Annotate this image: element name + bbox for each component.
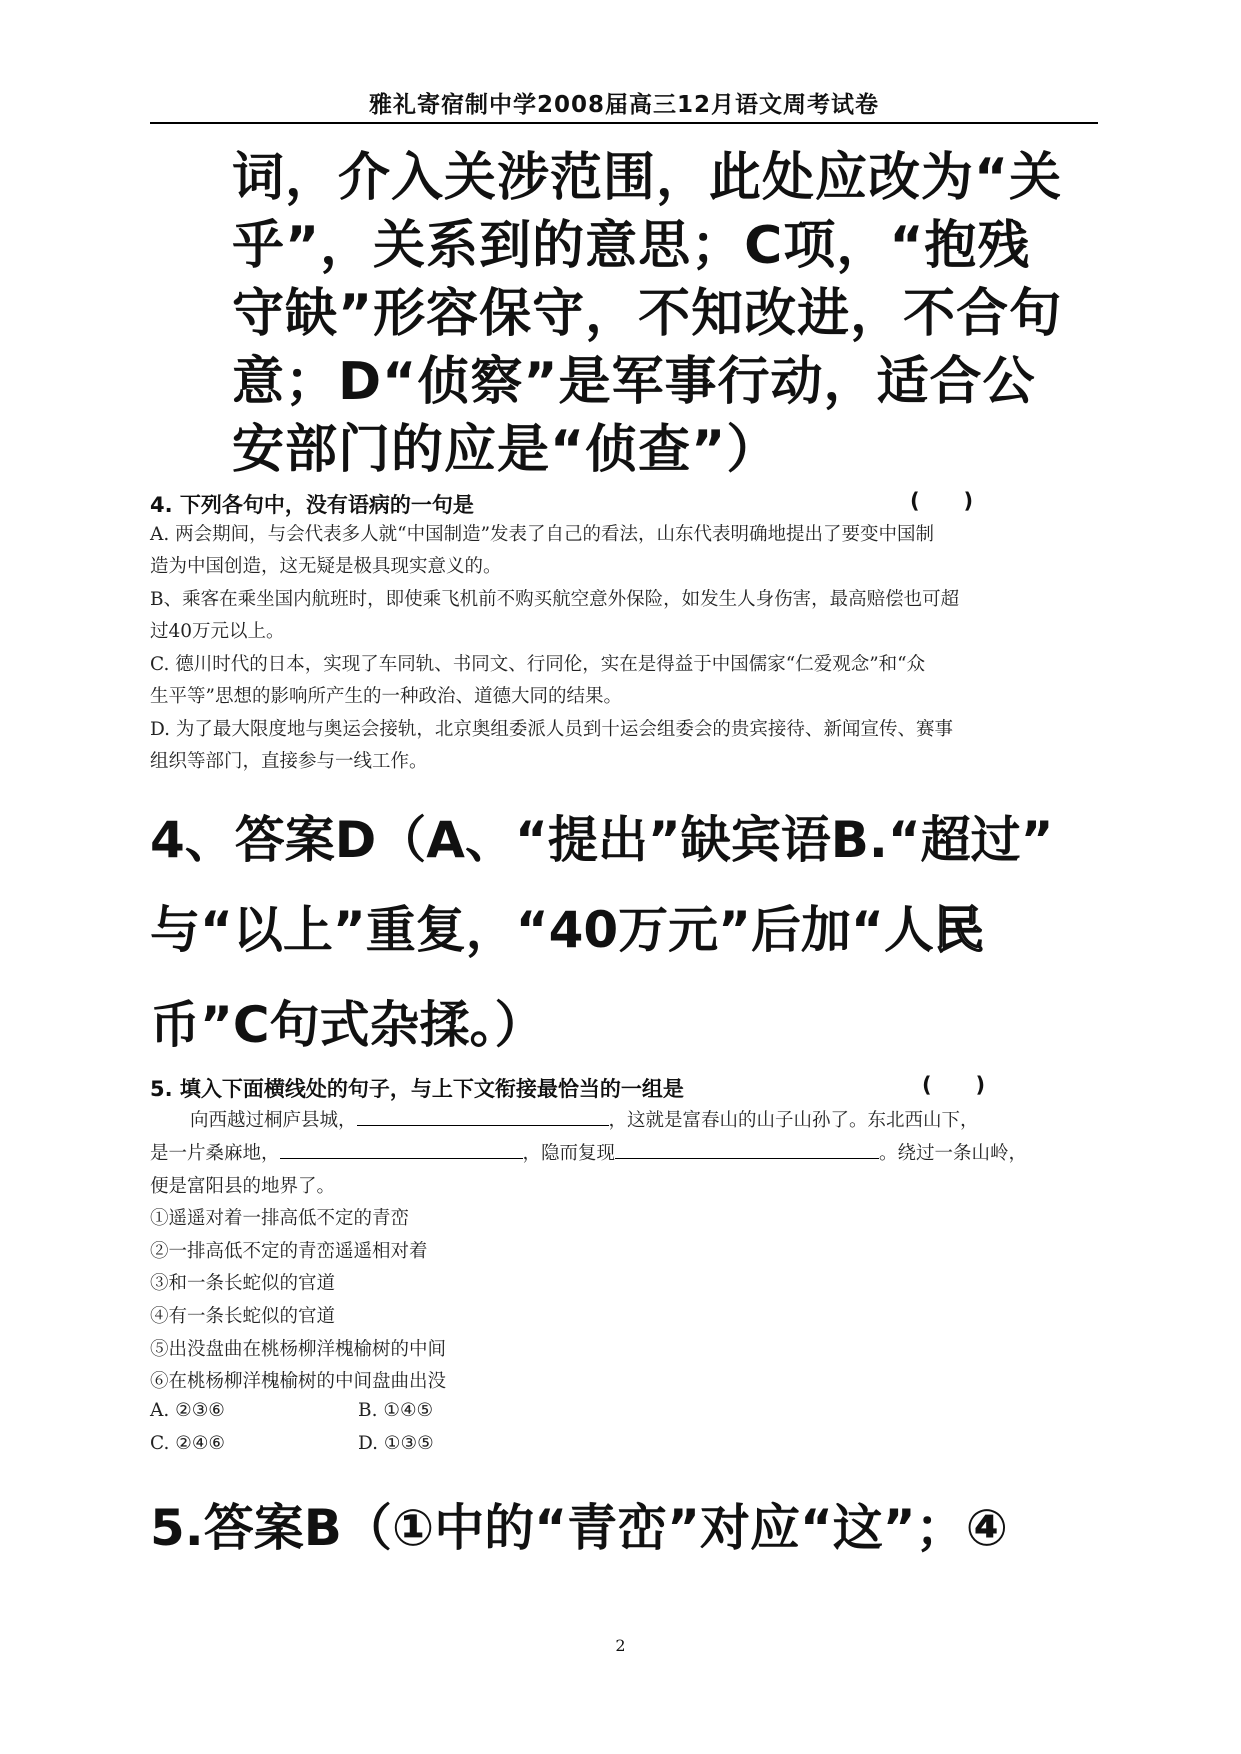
question4-option-a-line2: 造为中国创造，这无疑是极具现实意义的。 (150, 556, 502, 577)
passage-text-2a: 是一片桑麻地， (150, 1143, 280, 1164)
blank-3[interactable] (615, 1140, 879, 1159)
question5-title: 5. 填入下面横线处的句子，与上下文衔接最恰当的一组是 (150, 1077, 684, 1101)
answer4-line-2 (150, 890, 984, 962)
passage-text-1a: 向西越过桐庐县城， (190, 1110, 357, 1131)
question5-choice-d: D. ①③⑤ (358, 1433, 434, 1454)
answer3-line-3: 守缺”形容保守，不知改进，不合句 (232, 284, 1063, 344)
answer5-line-1: 5.答案B（①中的“青峦”对应“这”；④ (150, 1499, 1009, 1557)
question5-choice-c: C. ②④⑥ (150, 1433, 226, 1454)
question5-choice-b: B. ①④⑤ (358, 1400, 434, 1421)
question5-item-2: ②一排高低不定的青峦遥遥相对着 (150, 1241, 428, 1262)
answer4-line-1: 4、答案D（A、“提出”缺宾语B.“超过” (150, 811, 1054, 869)
answer4-line-2-text: 与“以上”重复，“40万元”后加“人 (150, 901, 934, 959)
page-header-title: 雅礼寄宿制中学2008届高三12月语文周考试卷 (368, 92, 880, 118)
question4-option-d-line1: D. 为了最大限度地与奥运会接轨，北京奥组委派人员到十运会组委会的贵宾接待、新闻宣传、赛事 (150, 719, 953, 740)
answer4-hollow-char: 民 (933, 901, 984, 959)
passage-text-2b: ，隐而复现 (522, 1143, 616, 1164)
question5-passage-line2 (150, 1139, 1027, 1165)
header-rule (150, 122, 1098, 124)
answer3-line-2: 乎”，关系到的意思；C项，“抱残 (232, 216, 1031, 276)
question4-option-a-line1: A. 两会期间，与会代表多人就“中国制造”发表了自己的看法，山东代表明确地提出了要变中国制 (150, 524, 935, 545)
answer4-line-3: 币”C句式杂揉。） (150, 996, 545, 1054)
blank-1[interactable] (357, 1107, 609, 1126)
question4-option-c-line2: 生平等”思想的影响所产生的一种政治、道德大同的结果。 (150, 686, 622, 707)
question4-answer-paren: ( ) (910, 489, 974, 513)
question5-item-5: ⑤出没盘曲在桃杨柳洋槐榆树的中间 (150, 1339, 447, 1360)
question5-answer-paren: ( ) (922, 1073, 986, 1097)
question5-item-4: ④有一条长蛇似的官道 (150, 1306, 336, 1327)
question4-option-c-line1: C. 德川时代的日本，实现了车同轨、书同文、行同伦，实在是得益于中国儒家“仁爱观念”和“众 (150, 654, 926, 675)
blank-2[interactable] (280, 1140, 523, 1159)
answer3-line-1: 词，介入关涉范围，此处应改为“关 (232, 148, 1063, 208)
answer3-line-5: 安部门的应是“侦查”） (232, 420, 780, 480)
question5-item-1: ①遥遥对着一排高低不定的青峦 (150, 1208, 410, 1229)
question4-option-b-line2: 过40万元以上。 (150, 621, 285, 642)
answer3-line-4: 意；D“侦察”是军事行动，适合公 (232, 352, 1036, 412)
question5-choice-a: A. ②③⑥ (150, 1400, 225, 1421)
question5-passage-line1 (190, 1106, 979, 1132)
question4-option-d-line2: 组织等部门，直接参与一线工作。 (150, 751, 428, 772)
page-number: 2 (615, 1636, 626, 1655)
passage-text-2c: 。绕过一条山岭， (879, 1143, 1028, 1164)
passage-text-1b: ，这就是富春山的山子山孙了。东北西山下， (608, 1110, 979, 1131)
question4-title: 4. 下列各句中，没有语病的一句是 (150, 493, 474, 517)
question5-passage-line3: 便是富阳县的地界了。 (150, 1176, 336, 1197)
question5-item-3: ③和一条长蛇似的官道 (150, 1273, 336, 1294)
question4-option-b-line1: B、乘客在乘坐国内航班时，即使乘飞机前不购买航空意外保险，如发生人身伤害，最高赔偿也可超 (150, 589, 960, 610)
question5-item-6: ⑥在桃杨柳洋槐榆树的中间盘曲出没 (150, 1371, 447, 1392)
